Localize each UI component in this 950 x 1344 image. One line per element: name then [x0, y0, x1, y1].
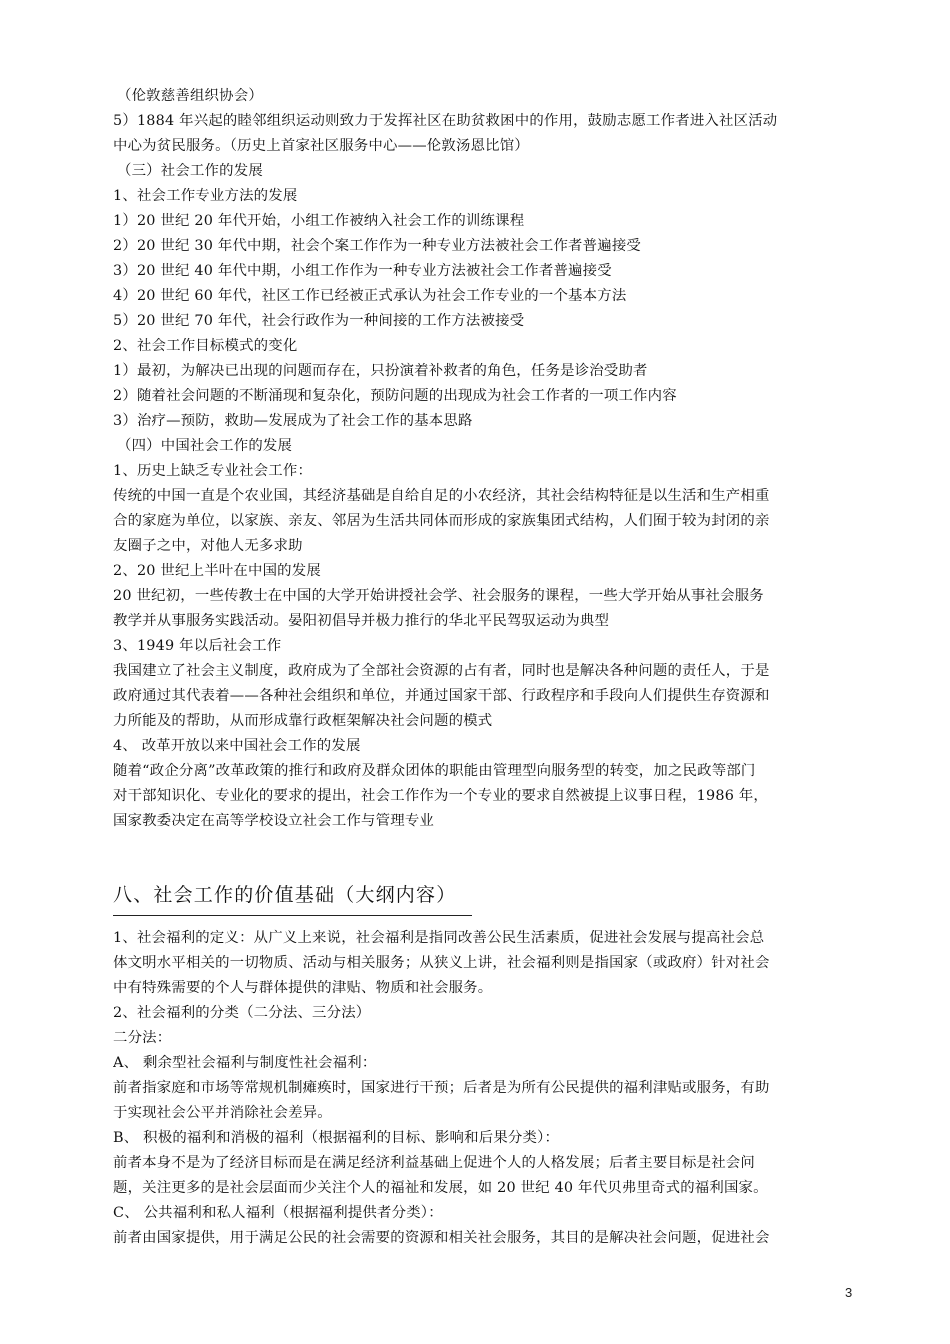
text-line: 1、社会福利的定义：从广义上来说，社会福利是指同改善公民生活素质，促进社会发展与提高社会总 [113, 930, 765, 946]
text-line: 前者本身不是为了经济目标而是在满足经济利益基础上促进个人的人格发展；后者主要目标是社会问 [113, 1155, 755, 1171]
text-line: 合的家庭为单位，以家族、亲友、邻居为生活共同体而形成的家族集团式结构，人们囿于较为封闭的亲 [113, 513, 770, 529]
text-line: 我国建立了社会主义制度，政府成为了全部社会资源的占有者，同时也是解决各种问题的责任人，于是 [113, 663, 770, 679]
text-line: （四）中国社会工作的发展 [117, 438, 293, 454]
text-line: 1）最初，为解决已出现的问题而存在，只扮演着补救者的角色，任务是诊治受助者 [113, 363, 648, 379]
text-line: 2、社会福利的分类（二分法、三分法） [113, 1005, 371, 1021]
text-line: 4）20 世纪 60 年代，社区工作已经被正式承认为社会工作专业的一个基本方法 [113, 288, 627, 304]
text-block-history [113, 84, 861, 834]
text-line: 于实现社会公平并消除社会差异。 [113, 1105, 332, 1121]
text-line: 1）20 世纪 20 年代开始，小组工作被纳入社会工作的训练课程 [113, 213, 525, 229]
text-line: 随着“政企分离”改革政策的推行和政府及群众团体的职能由管理型向服务型的转变，加之民政等部门 [113, 763, 756, 779]
text-line: 传统的中国一直是个农业国，其经济基础是自给自足的小农经济，其社会结构特征是以生活和生产相重 [113, 488, 770, 504]
text-line: 前者由国家提供，用于满足公民的社会需要的资源和相关社会服务，其目的是解决社会问题，促进社会 [113, 1230, 770, 1246]
text-line: 1、历史上缺乏专业社会工作： [113, 463, 313, 479]
text-line: 2、社会工作目标模式的变化 [113, 338, 298, 354]
text-line: （三）社会工作的发展 [117, 163, 263, 179]
section-heading: 八、社会工作的价值基础（大纲内容） [113, 884, 457, 906]
text-line: 3）治疗—预防，救助—发展成为了社会工作的基本思路 [113, 413, 473, 429]
text-line: 20 世纪初，一些传教士在中国的大学开始讲授社会学、社会服务的课程，一些大学开始从事社会服务 [113, 588, 764, 604]
text-line: A、 剩余型社会福利与制度性社会福利： [113, 1055, 377, 1071]
text-line: 2）随着社会问题的不断涌现和复杂化，预防问题的出现成为社会工作者的一项工作内容 [113, 388, 677, 404]
text-line: 题，关注更多的是社会层面而少关注个人的福祉和发展，如 20 世纪 40 年代贝弗里奇式的福利国家。 [113, 1180, 768, 1196]
text-line: 3）20 世纪 40 年代中期，小组工作作为一种专业方法被社会工作者普遍接受 [113, 263, 612, 279]
text-line: 二分法： [113, 1030, 172, 1046]
text-line: 3、1949 年以后社会工作 [113, 638, 282, 654]
text-line: 4、 改革开放以来中国社会工作的发展 [113, 738, 361, 754]
text-line: 力所能及的帮助，从而形成靠行政框架解决社会问题的模式 [113, 713, 493, 729]
text-line: 5）1884 年兴起的睦邻组织运动则致力于发挥社区在助贫救困中的作用，鼓励志愿工作者进入社区活动 [113, 113, 778, 129]
section-gap [113, 834, 861, 878]
text-line: 前者指家庭和市场等常规机制瘫痪时，国家进行干预；后者是为所有公民提供的福利津贴或服务，有助 [113, 1080, 770, 1096]
text-line: 2）20 世纪 30 年代中期，社会个案工作作为一种专业方法被社会工作者普遍接受 [113, 238, 642, 254]
text-line: 对干部知识化、专业化的要求的提出，社会工作作为一个专业的要求自然被提上议事日程，1986 年， [113, 788, 769, 804]
text-line: 教学并从事服务实践活动。晏阳初倡导并极力推行的华北平民驾驭运动为典型 [113, 613, 610, 629]
text-line: 2、20 世纪上半叶在中国的发展 [113, 563, 321, 579]
text-line: 国家教委决定在高等学校设立社会工作与管理专业 [113, 813, 434, 829]
section-heading-underlined [113, 880, 472, 916]
text-block-welfare [113, 926, 861, 1251]
text-line: B、 积极的福利和消极的福利（根据福利的目标、影响和后果分类）： [113, 1130, 560, 1146]
text-line: （伦敦慈善组织协会） [117, 88, 263, 104]
page-content [113, 84, 861, 1251]
text-line: 5）20 世纪 70 年代，社会行政作为一种间接的工作方法被接受 [113, 313, 525, 329]
text-line: 1、社会工作专业方法的发展 [113, 188, 298, 204]
text-line: 友圈子之中，对他人无多求助 [113, 538, 303, 554]
text-line: 中心为贫民服务。（历史上首家社区服务中心——伦敦汤恩比馆） [113, 138, 529, 154]
text-line: 体文明水平相关的一切物质、活动与相关服务；从狭义上讲，社会福利则是指国家（或政府）针对社会 [113, 955, 770, 971]
text-line: 政府通过其代表着——各种社会组织和单位，并通过国家干部、行政程序和手段向人们提供生存资源和 [113, 688, 770, 704]
text-line: C、 公共福利和私人福利（根据福利提供者分类）： [113, 1205, 443, 1221]
page-number: 3 [845, 1285, 853, 1300]
text-line: 中有特殊需要的个人与群体提供的津贴、物质和社会服务。 [113, 980, 493, 996]
